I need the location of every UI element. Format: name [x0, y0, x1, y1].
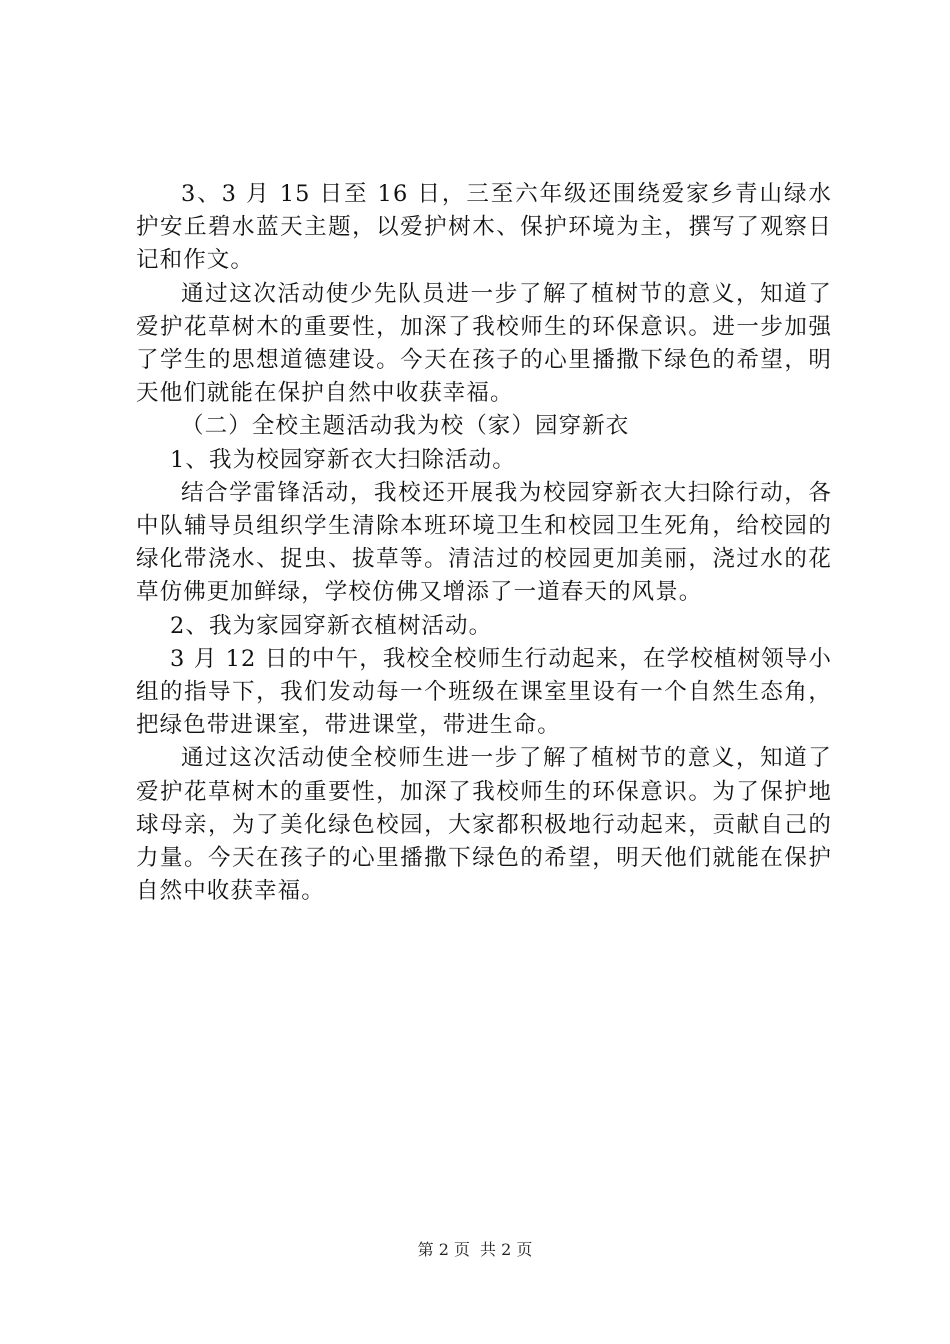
paragraph-arbor-day-meaning: 通过这次活动使少先队员进一步了解了植树节的意义，知道了爱护花草树木的重要性，加深了我校师生的环保意识。进一步加强了学生的思想道德建设。今天在孩子的心里播撒下绿色的希望，明天他们就能在保护自然中收获幸福。 — [136, 280, 832, 407]
page-number: 第 2 页 — [417, 1240, 470, 1259]
page-total: 共 2 页 — [480, 1240, 533, 1259]
page-footer — [0, 1240, 950, 1260]
paragraph-observation-diary: 3、3 月 15 日至 16 日，三至六年级还围绕爱家乡青山绿水护安丘碧水蓝天主题，以爱护树木、保护环境为主，撰写了观察日记和作文。 — [136, 181, 832, 274]
subheading-cleaning-activity: 1、我为校园穿新衣大扫除活动。 — [170, 446, 516, 473]
paragraph-cleaning-details: 结合学雷锋活动，我校还开展我为校园穿新衣大扫除行动，各中队辅导员组织学生清除本班环境卫生和校园卫生死角，给校园的绿化带浇水、捉虫、拔草等。清洁过的校园更加美丽，浇过水的花草仿佛更加鲜绿，学校仿佛又增添了一道春天的风景。 — [136, 479, 832, 606]
section-heading-theme-activity: （二）全校主题活动我为校（家）园穿新衣 — [181, 413, 630, 440]
document-body — [136, 178, 832, 908]
paragraph-tree-planting-details: 3 月 12 日的中午，我校全校师生行动起来，在学校植树领导小组的指导下，我们发动每一个班级在课室里设有一个自然生态角，把绿色带进课室，带进课堂，带进生命。 — [136, 645, 832, 739]
subheading-tree-planting: 2、我为家园穿新衣植树活动。 — [170, 612, 493, 639]
paragraph-conclusion: 通过这次活动使全校师生进一步了解了植树节的意义，知道了爱护花草树木的重要性，加深了我校师生的环保意识。为了保护地球母亲，为了美化绿色校园，大家都积极地行动起来，贡献自己的力量。今天在孩子的心里播撒下绿色的希望，明天他们就能在保护自然中收获幸福。 — [136, 745, 832, 905]
